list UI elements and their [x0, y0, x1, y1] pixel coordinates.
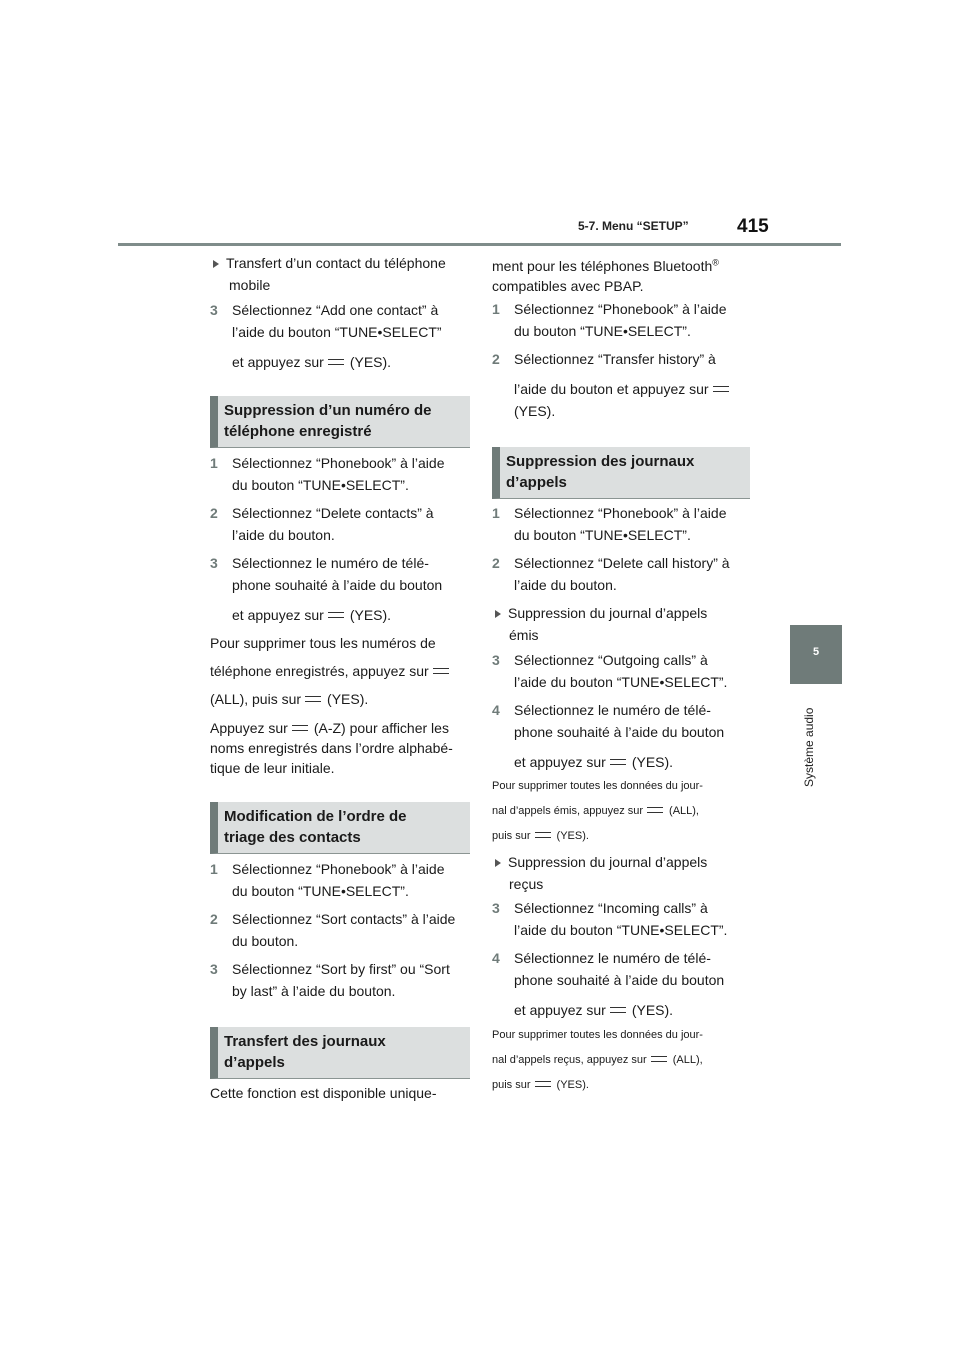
button-icon: [305, 696, 321, 702]
step-3: 3 Sélectionnez “Outgoing calls” à l’aide du bouton “TUNE•SELECT”.: [492, 652, 728, 690]
paragraph-delete-all: Pour supprimer tous les numéros de téléphone enregistrés, appuyez sur (ALL), puis sur (YES).: [210, 632, 470, 710]
chapter-number: 5: [812, 646, 820, 658]
button-icon: [610, 759, 626, 765]
page-number: 415: [737, 216, 769, 237]
step-3: 3 Sélectionnez “Sort by first” ou “Sort by last” à l’aide du bouton.: [210, 961, 450, 999]
button-icon: [535, 832, 551, 838]
bullet-outgoing: Suppression du journal d’appels émis: [492, 602, 750, 646]
paragraph-sort-az: Appuyez sur (A-Z) pour afficher les noms enregistrés dans l’ordre alphabé- tique de leur initiale.: [210, 720, 453, 776]
bullet-transfer-contact: Transfert d’un contact du téléphone mobile: [210, 252, 470, 296]
triangle-bullet-icon: [213, 260, 219, 268]
step-2: 2 Sélectionnez “Delete call history” à l’aide du bouton.: [492, 555, 730, 593]
button-icon: [292, 725, 308, 731]
section-header: 5-7. Menu “SETUP”: [578, 219, 689, 233]
step-3: 3 Sélectionnez “Incoming calls” à l’aide du bouton “TUNE•SELECT”.: [492, 900, 728, 938]
section-title-delete-logs: Suppression des journaux d’appels: [492, 447, 750, 499]
button-icon: [535, 1081, 551, 1087]
step-2: 2 Sélectionnez “Sort contacts” à l’aide du bouton.: [210, 911, 456, 949]
paragraph-continuation: ment pour les téléphones Bluetooth® compatibles avec PBAP.: [492, 257, 719, 294]
paragraph-transfer-logs: Cette fonction est disponible unique-: [210, 1085, 437, 1101]
button-icon: [647, 807, 663, 813]
button-icon: [610, 1007, 626, 1013]
chapter-label: Système audio: [802, 707, 816, 787]
button-icon: [651, 1056, 667, 1062]
step-2: 2 Sélectionnez “Delete contacts” à l’aide du bouton.: [210, 505, 434, 543]
step-3: 3 Sélectionnez le numéro de télé- phone souhaité à l’aide du bouton et appuyez sur (YES).: [210, 555, 443, 623]
note-outgoing: Pour supprimer toutes les données du jour- nal d’appels émis, appuyez sur (ALL), puis sur (YES).: [492, 780, 703, 842]
step-4: 4 Sélectionnez le numéro de télé- phone souhaité à l’aide du bouton et appuyez sur (YES).: [492, 702, 725, 770]
bullet-incoming: Suppression du journal d’appels reçus: [492, 851, 750, 895]
note-incoming: Pour supprimer toutes les données du jour- nal d’appels reçus, appuyez sur (ALL), puis sur (YES).: [492, 1029, 703, 1091]
header-rule: [118, 243, 841, 246]
step-add-contact: 3 Sélectionnez “Add one contact” à l’aide du bouton “TUNE•SELECT” et appuyez sur (YES).: [210, 302, 442, 370]
step-4: 4 Sélectionnez le numéro de télé- phone souhaité à l’aide du bouton et appuyez sur (YES).: [492, 950, 725, 1018]
button-icon: [713, 386, 729, 392]
step-1: 1 Sélectionnez “Phonebook” à l’aide du bouton “TUNE•SELECT”.: [492, 505, 727, 543]
section-title-transfer-logs: Transfert des journaux d’appels: [210, 1027, 470, 1079]
button-icon: [433, 668, 449, 674]
section-title-sort-contacts: Modification de l’ordre de triage des contacts: [210, 802, 470, 854]
step-1: 1 Sélectionnez “Phonebook” à l’aide du bouton “TUNE•SELECT”.: [492, 301, 727, 339]
button-icon: [328, 359, 344, 365]
triangle-bullet-icon: [495, 610, 501, 618]
button-icon: [328, 612, 344, 618]
step-1: 1 Sélectionnez “Phonebook” à l’aide du bouton “TUNE•SELECT”.: [210, 455, 445, 493]
section-title-delete-number: Suppression d’un numéro de téléphone enregistré: [210, 396, 470, 448]
step-2: 2 Sélectionnez “Transfer history” à l’aide du bouton et appuyez sur (YES).: [492, 348, 750, 422]
step-1: 1 Sélectionnez “Phonebook” à l’aide du bouton “TUNE•SELECT”.: [210, 861, 445, 899]
triangle-bullet-icon: [495, 859, 501, 867]
